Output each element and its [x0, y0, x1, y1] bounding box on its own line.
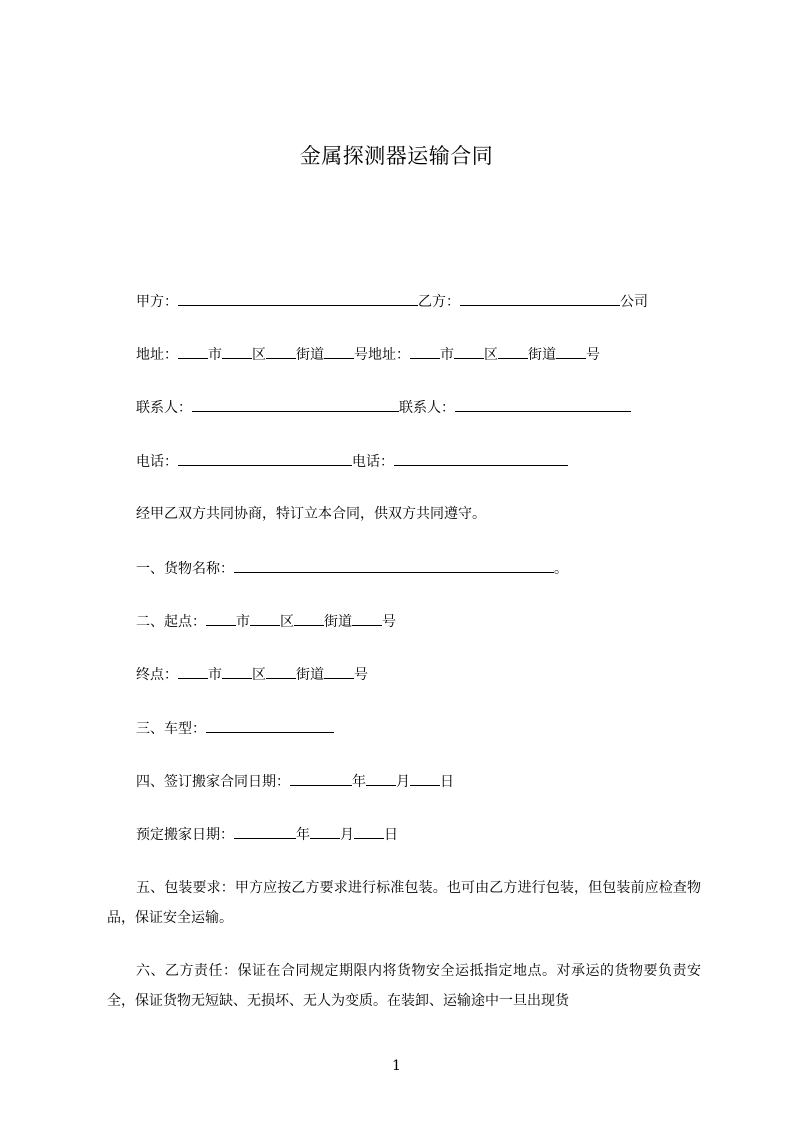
number-label: 号: [586, 347, 600, 363]
number-label: 号: [354, 667, 368, 683]
end-label: 终点：: [136, 667, 178, 683]
document-title: 金属探测器运输合同: [299, 144, 494, 168]
address-b-street-blank[interactable]: [498, 344, 528, 359]
district-label: 区: [484, 347, 498, 363]
city-label: 市: [236, 614, 250, 630]
start-city-blank[interactable]: [206, 611, 236, 626]
contact-b-label: 联系人：: [399, 400, 455, 416]
goods-label: 一、货物名称：: [136, 561, 234, 577]
goods-end: 。: [554, 561, 568, 577]
city-label: 市: [208, 667, 222, 683]
address-b-district-blank[interactable]: [454, 344, 484, 359]
contact-line: [136, 397, 631, 418]
day-label: 日: [440, 774, 454, 790]
party-b-suffix: 公司: [620, 294, 648, 310]
end-line: [136, 664, 368, 685]
sign-date-label: 四、签订搬家合同日期：: [136, 774, 290, 790]
street-label: 街道: [528, 347, 556, 363]
end-street-blank[interactable]: [266, 664, 296, 679]
month-label: 月: [396, 774, 410, 790]
sign-year-blank[interactable]: [290, 771, 352, 786]
page-number: 1: [392, 1058, 401, 1074]
goods-line: [136, 558, 568, 579]
responsibility-clause: 六、乙方责任：保证在合同规定期限内将货物安全运抵指定地点。对承运的货物要负责安全，保证货物无短缺、无损坏、无人为变质。在装卸、运输途中一旦出现货: [107, 963, 701, 1009]
goods-blank[interactable]: [234, 558, 554, 573]
party-b-blank[interactable]: [460, 291, 620, 306]
phone-a-label: 电话：: [136, 454, 178, 470]
address-a-city-blank[interactable]: [178, 344, 208, 359]
street-label: 街道: [296, 667, 324, 683]
start-label: 二、起点：: [136, 614, 206, 630]
district-label: 区: [280, 614, 294, 630]
address-label: 地址：: [136, 347, 178, 363]
address-b-number-blank[interactable]: [556, 344, 586, 359]
intro-text: 经甲乙双方共同协商，特订立本合同，供双方共同遵守。: [136, 506, 486, 522]
move-year-blank[interactable]: [234, 824, 296, 839]
city-label: 市: [208, 347, 222, 363]
year-label: 年: [352, 774, 366, 790]
move-day-blank[interactable]: [354, 824, 384, 839]
vehicle-label: 三、车型：: [136, 721, 206, 737]
sign-date-line: [136, 771, 454, 792]
packaging-clause: 五、包装要求：甲方应按乙方要求进行标准包装。也可由乙方进行包装，但包装前应检查物品，保证安全运输。: [107, 880, 701, 926]
month-label: 月: [340, 827, 354, 843]
address-a-district-blank[interactable]: [222, 344, 252, 359]
start-line: [136, 611, 396, 632]
city-label: 市: [440, 347, 454, 363]
number-address-label: 号地址：: [354, 347, 410, 363]
move-date-line: [136, 824, 398, 845]
vehicle-line: [136, 718, 334, 739]
year-label: 年: [296, 827, 310, 843]
phone-a-blank[interactable]: [178, 451, 352, 466]
vehicle-blank[interactable]: [206, 718, 334, 733]
move-date-label: 预定搬家日期：: [136, 827, 234, 843]
start-district-blank[interactable]: [250, 611, 280, 626]
party-line: [136, 291, 648, 312]
end-number-blank[interactable]: [324, 664, 354, 679]
contact-a-blank[interactable]: [192, 397, 399, 412]
phone-b-label: 电话：: [352, 454, 394, 470]
number-label: 号: [382, 614, 396, 630]
move-month-blank[interactable]: [310, 824, 340, 839]
street-label: 街道: [324, 614, 352, 630]
address-b-city-blank[interactable]: [410, 344, 440, 359]
address-line: [136, 344, 600, 365]
party-a-label: 甲方：: [136, 294, 178, 310]
contact-a-label: 联系人：: [136, 400, 192, 416]
address-a-street-blank[interactable]: [266, 344, 296, 359]
start-number-blank[interactable]: [352, 611, 382, 626]
district-label: 区: [252, 667, 266, 683]
address-a-number-blank[interactable]: [324, 344, 354, 359]
phone-line: [136, 451, 568, 472]
day-label: 日: [384, 827, 398, 843]
sign-day-blank[interactable]: [410, 771, 440, 786]
start-street-blank[interactable]: [294, 611, 324, 626]
sign-month-blank[interactable]: [366, 771, 396, 786]
party-b-label: 乙方：: [418, 294, 460, 310]
street-label: 街道: [296, 347, 324, 363]
contact-b-blank[interactable]: [455, 397, 631, 412]
district-label: 区: [252, 347, 266, 363]
end-city-blank[interactable]: [178, 664, 208, 679]
phone-b-blank[interactable]: [394, 451, 568, 466]
party-a-blank[interactable]: [178, 291, 418, 306]
end-district-blank[interactable]: [222, 664, 252, 679]
